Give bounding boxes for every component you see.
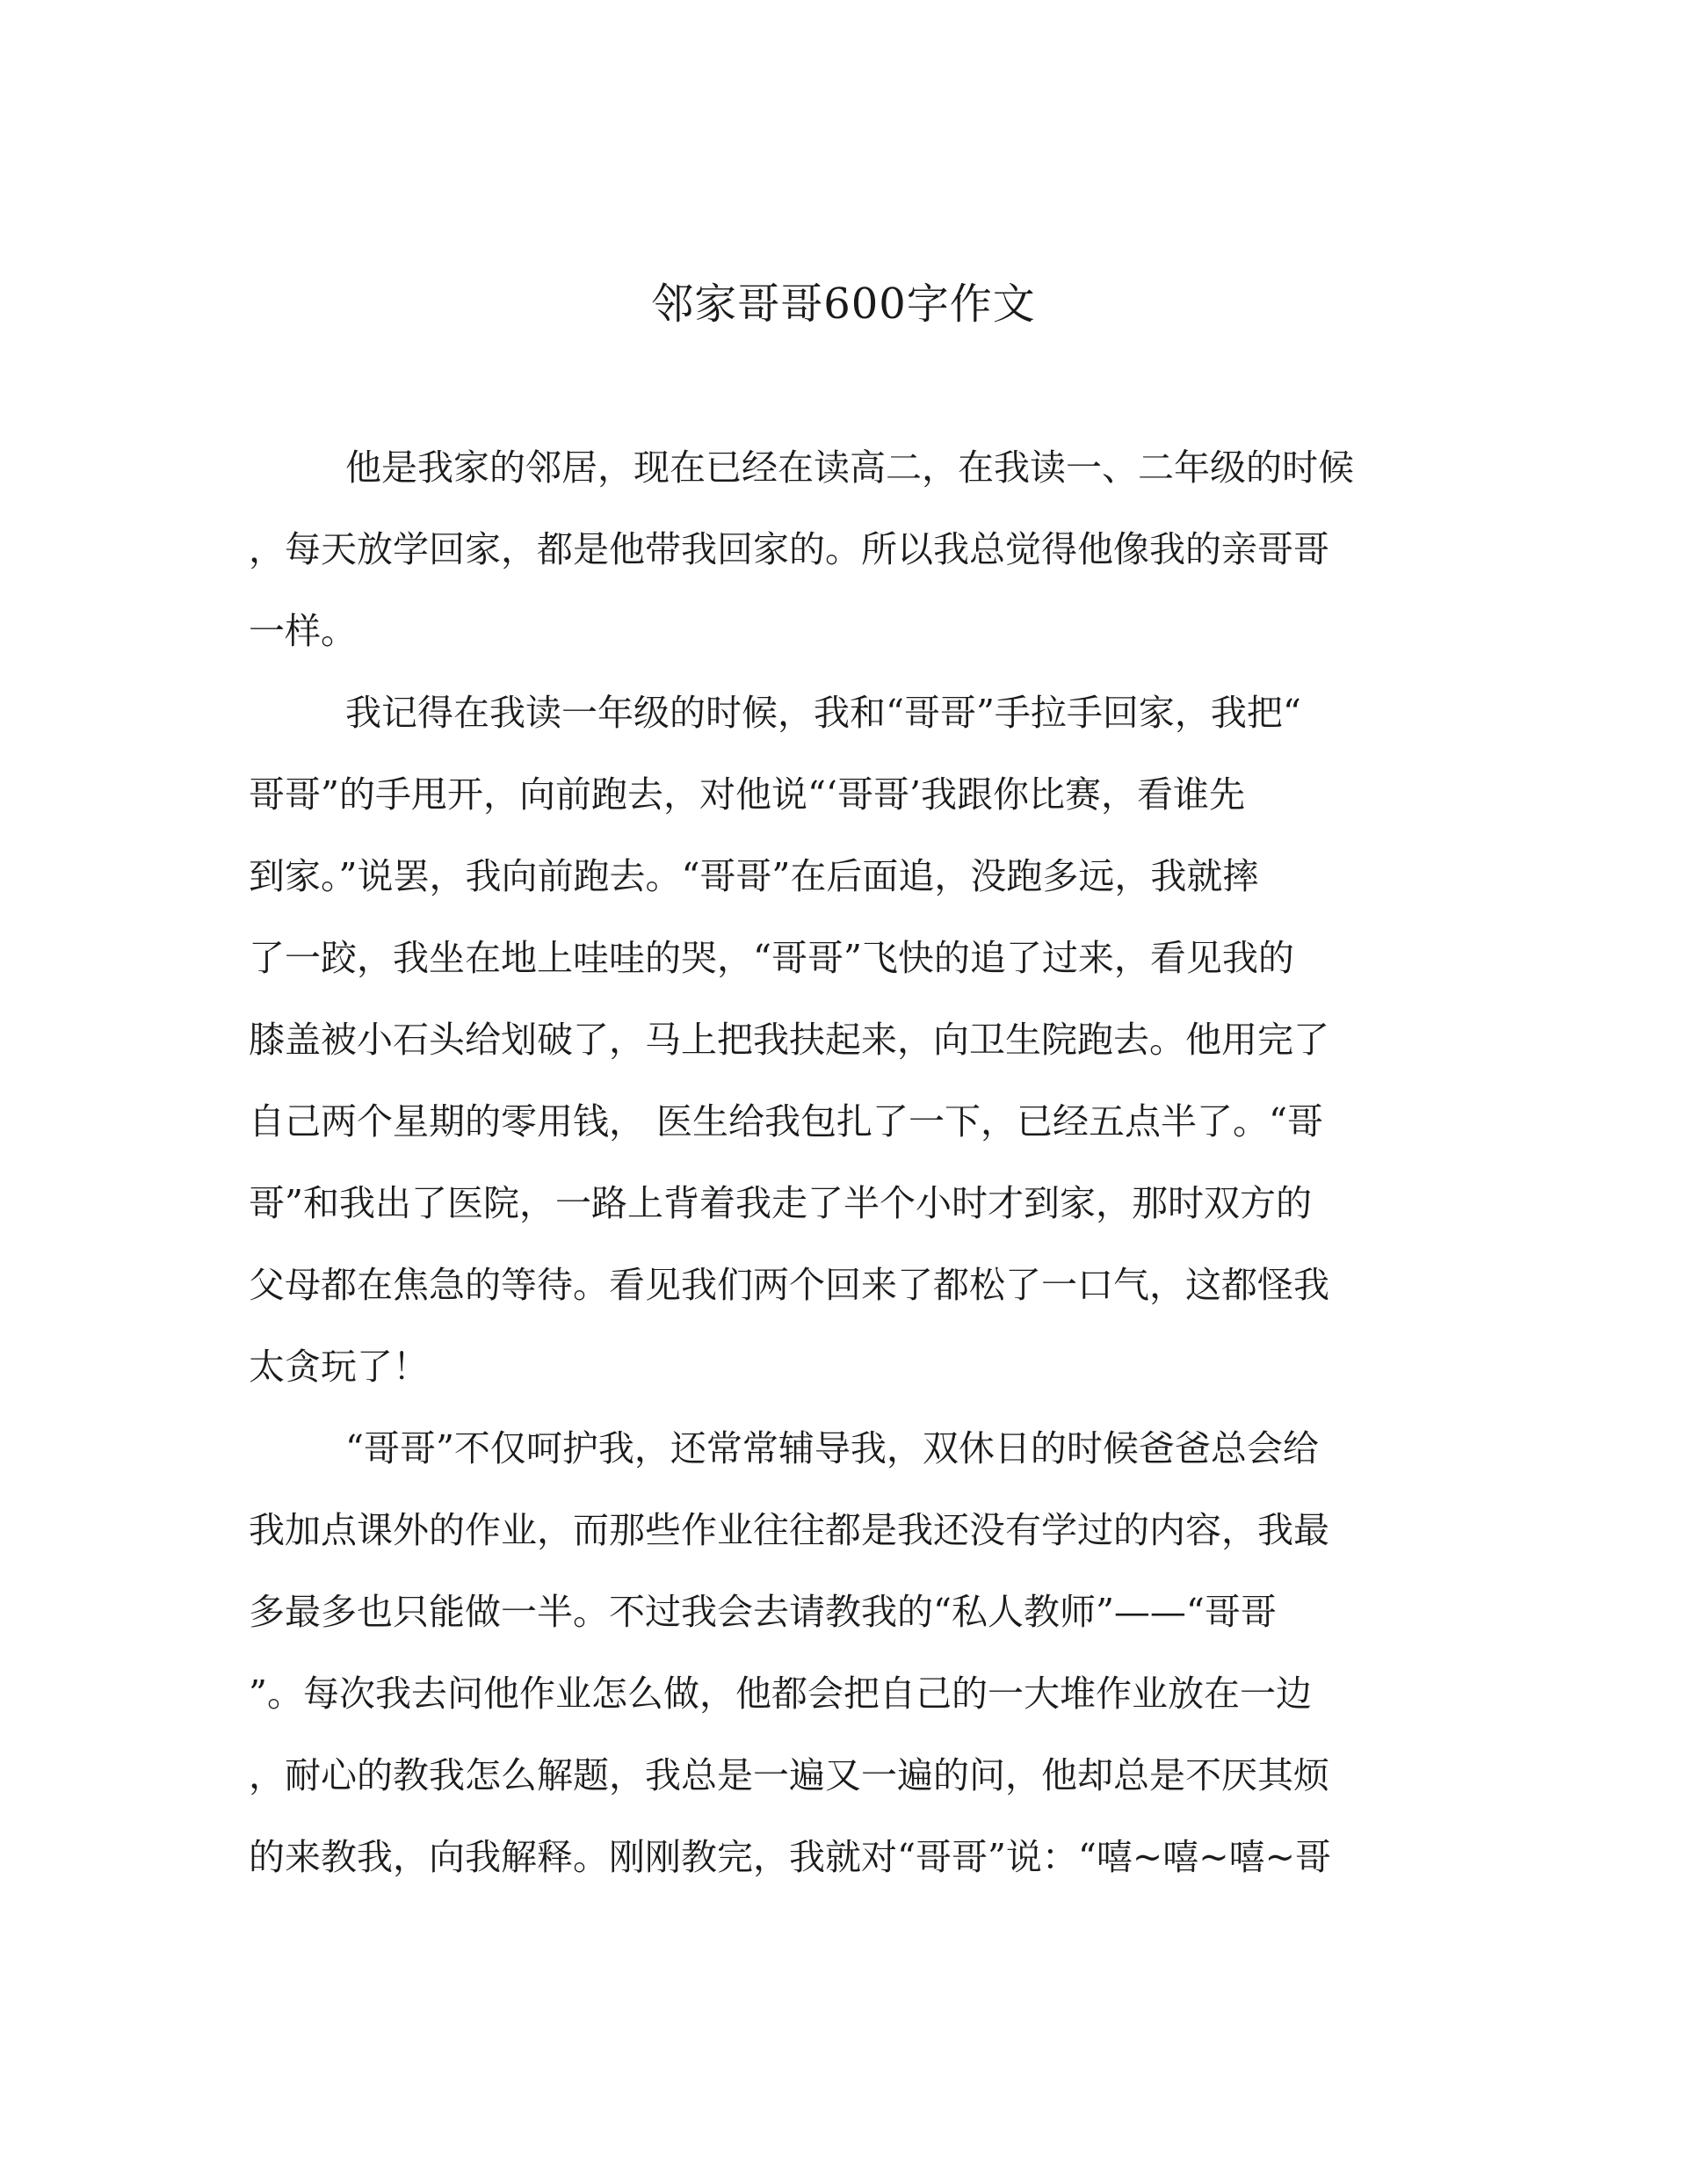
paragraph-line: ，每天放学回家，都是他带我回家的。所以我总觉得他像我的亲哥哥 [249, 528, 1329, 570]
paragraph-line: 哥哥”的手甩开，向前跑去，对他说“‘哥哥’我跟你比赛，看谁先 [249, 773, 1245, 816]
paragraph-line: 自己两个星期的零用钱， 医生给我包扎了一下，已经五点半了。“哥 [249, 1100, 1323, 1143]
paragraph-line: 他是我家的邻居，现在已经在读高二，在我读一、二年级的时候 [345, 446, 1354, 489]
paragraph-line: 多最多也只能做一半。不过我会去请教我的“私人教师”——“哥哥 [249, 1591, 1277, 1633]
paragraph-line: 哥”和我出了医院，一路上背着我走了半个小时才到家，那时双方的 [249, 1182, 1312, 1224]
paragraph-line: 我记得在我读一年级的时候，我和“哥哥”手拉手回家，我把“ [345, 692, 1301, 734]
paragraph-line: 父母都在焦急的等待。看见我们两个回来了都松了一口气，这都怪我 [249, 1264, 1329, 1306]
paragraph-line: 的来教我，向我解释。刚刚教完，我就对“哥哥”说：“嘻~嘻~嘻~哥 [249, 1836, 1331, 1878]
paragraph-line: 一样。 [249, 610, 357, 652]
paragraph-line: 膝盖被小石头给划破了，马上把我扶起来，向卫生院跑去。他用完了 [249, 1019, 1329, 1061]
paragraph-line: 到家。”说罢，我向前跑去。“哥哥”在后面追，没跑多远，我就摔 [249, 855, 1259, 897]
document-title: 邻家哥哥600字作文 [651, 279, 1036, 329]
paragraph-line: 了一跤，我坐在地上哇哇的哭，“哥哥”飞快的追了过来，看见我的 [249, 937, 1294, 979]
paragraph-line: ，耐心的教我怎么解题，我总是一遍又一遍的问，他却总是不厌其烦 [249, 1754, 1329, 1796]
paragraph-line: 我加点课外的作业，而那些作业往往都是我还没有学过的内容，我最 [249, 1509, 1329, 1551]
paragraph-line: “哥哥”不仅呵护我，还常常辅导我，双休日的时候爸爸总会给 [345, 1427, 1319, 1469]
paragraph-line: ”。每次我去问他作业怎么做，他都会把自己的一大堆作业放在一边 [249, 1672, 1312, 1715]
paragraph-line: 太贪玩了！ [249, 1346, 429, 1388]
